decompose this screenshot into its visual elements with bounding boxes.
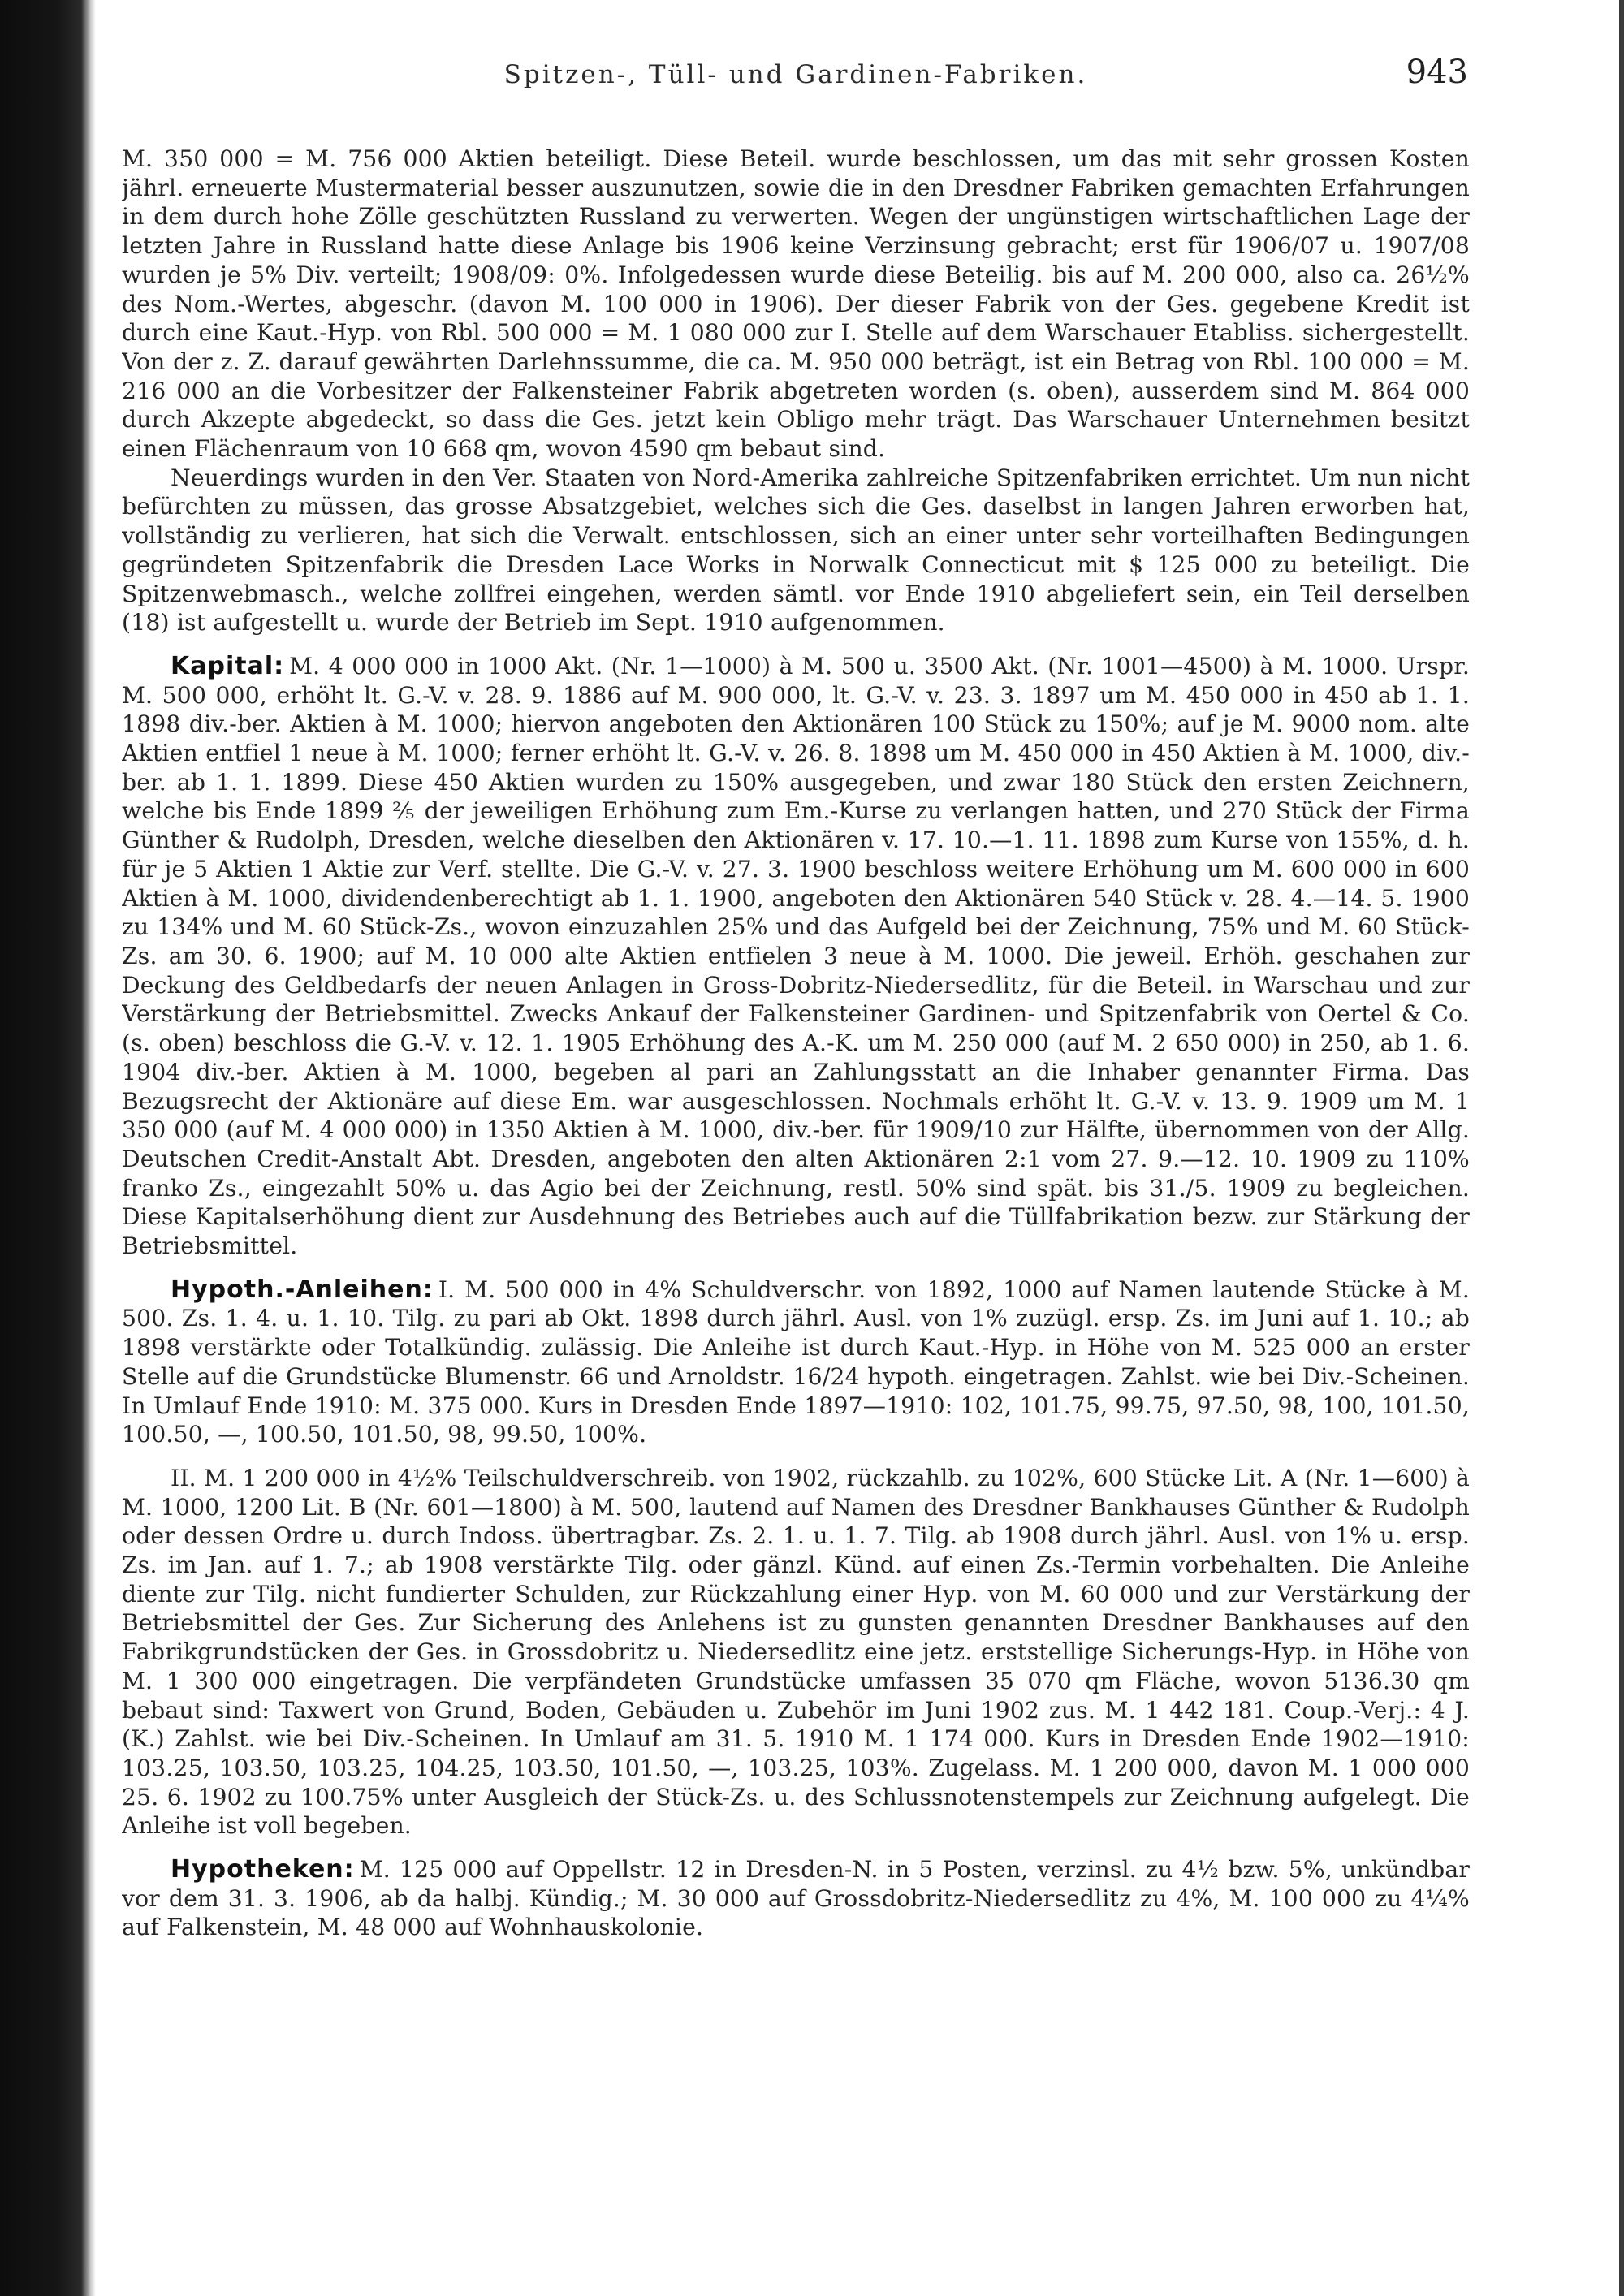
- running-title: Spitzen-, Tüll- und Gardinen-Fabriken.: [503, 60, 1088, 89]
- document-page: [122, 50, 1470, 2275]
- section-text-anleihe-i: I. M. 500 000 in 4% Schuldverschr. von 1892, 1000 auf Namen lautende Stücke à M. 500. Zs. 1. 4. u. 1. 10. Tilg. zu pari ab Okt. 1898 durch jährl. Ausl. von 1% zuzügl. ersp. Zs. im Juni auf 1. 10.; ab 1898 verstärkte oder Totalkündig. zulässig. Die Anleihe ist durch Kaut.-Hyp. in Höhe von M. 525 000 an erster Stelle auf die Grundstücke Blumenstr. 66 und Arnoldstr. 16/24 hypoth. eingetragen. Zahlst. wie bei Div.-Scheinen. In Umlauf Ende 1910: M. 375 000. Kurs in Dresden Ende 1897—1910: 102, 101.75, 99.75, 97.50, 98, 100, 101.50, 100.50, —, 100.50, 101.50, 98, 99.50, 100%.: [122, 1275, 1470, 1448]
- page-number: 943: [1406, 54, 1468, 91]
- section-text-hypotheken: M. 125 000 auf Oppellstr. 12 in Dresden-N. in 5 Posten, verzinsl. zu 4½ bzw. 5%, unkündbar vor dem 31. 3. 1906, ab da halbj. Kündig.; M. 30 000 auf Grossdobritz-Niedersedlitz zu 4%, M. 100 000 zu 4¼% auf Falkenstein, M. 48 000 auf Wohnhauskolonie.: [122, 1856, 1470, 1941]
- paragraph-nordamerika: Neuerdings wurden in den Ver. Staaten von Nord-Amerika zahlreiche Spitzenfabriken errichtet. Um nun nicht befürchten zu müssen, das grosse Absatzgebiet, welches sich die Ges. daselbst in langen Jahren erworben hat, vollständig zu verlieren, hat sich die Verwalt. entschlossen, sich an einer unter sehr vorteilhaften Bedingungen gegründeten Spitzenfabrik die Dresden Lace Works in Norwalk Connecticut mit $ 125 000 zu beteiligt. Die Spitzenwebmasch., welche zollfrei eingehen, werden sämtl. vor Ende 1910 abgeliefert sein, ein Teil derselben (18) ist aufgestellt u. wurde der Betrieb im Sept. 1910 aufgenommen.: [122, 464, 1470, 637]
- section-hypoth-anleihen: [122, 1275, 1470, 1449]
- scan-binding-shadow: [0, 0, 96, 2296]
- section-hypotheken: [122, 1855, 1470, 1942]
- section-title-hypoth-anleihen: Hypoth.-Anleihen:: [171, 1275, 434, 1304]
- scan-edge-right: [1619, 0, 1624, 2296]
- section-title-hypotheken: Hypotheken:: [171, 1855, 355, 1884]
- section-title-kapital: Kapital:: [171, 651, 285, 680]
- page-header: [122, 50, 1470, 99]
- body-text: [122, 145, 1470, 1942]
- paragraph-warschau-beteiligung: M. 350 000 = M. 756 000 Aktien beteiligt. Diese Beteil. wurde beschlossen, um das mit sehr grossen Kosten jährl. erneuerte Mustermaterial besser auszunutzen, sowie die in den Dresdner Fabriken gemachten Erfahrungen in dem durch hohe Zölle geschützten Russland zu verwerten. Wegen der ungünstigen wirtschaftlichen Lage der letzten Jahre in Russland hatte diese Anlage bis 1906 keine Verzinsung gebracht; erst für 1906/07 u. 1907/08 wurden je 5% Div. verteilt; 1908/09: 0%. Infolgedessen wurde diese Beteilig. bis auf M. 200 000, also ca. 26½% des Nom.-Wertes, abgeschr. (davon M. 100 000 in 1906). Der dieser Fabrik von der Ges. gegebene Kredit ist durch eine Kaut.-Hyp. von Rbl. 500 000 = M. 1 080 000 zur I. Stelle auf dem Warschauer Etabliss. sichergestellt. Von der z. Z. darauf gewährten Darlehnssumme, die ca. M. 950 000 beträgt, ist ein Betrag von Rbl. 100 000 = M. 216 000 an die Vorbesitzer der Falkensteiner Fabrik abgetreten worden (s. oben), ausserdem sind M. 864 000 durch Akzepte abgedeckt, so dass die Ges. jetzt kein Obligo mehr trägt. Das Warschauer Unternehmen besitzt einen Flächenraum von 10 668 qm, wovon 4590 qm bebaut sind.: [122, 145, 1470, 463]
- section-kapital: [122, 652, 1470, 1261]
- section-text-kapital: M. 4 000 000 in 1000 Akt. (Nr. 1—1000) à M. 500 u. 3500 Akt. (Nr. 1001—4500) à M. 1000. Urspr. M. 500 000, erhöht lt. G.-V. v. 28. 9. 1886 auf M. 900 000, lt. G.-V. v. 23. 3. 1897 um M. 450 000 in 450 ab 1. 1. 1898 div.-ber. Aktien à M. 1000; hiervon angeboten den Aktionären 100 Stück zu 150%; auf je M. 9000 nom. alte Aktien entfiel 1 neue à M. 1000; ferner erhöht lt. G.-V. v. 26. 8. 1898 um M. 450 000 in 450 Aktien à M. 1000, div.-ber. ab 1. 1. 1899. Diese 450 Aktien wurden zu 150% ausgegeben, und zwar 180 Stück den ersten Zeichnern, welche bis Ende 1899 ⅖ der jeweiligen Erhöhung zum Em.-Kurse zu verlangen hatten, und 270 Stück der Firma Günther & Rudolph, Dresden, welche dieselben den Aktionären v. 17. 10.—1. 11. 1898 zum Kurse von 155%, d. h. für je 5 Aktien 1 Aktie zur Verf. stellte. Die G.-V. v. 27. 3. 1900 beschloss weitere Erhöhung um M. 600 000 in 600 Aktien à M. 1000, dividendenberechtigt ab 1. 1. 1900, angeboten den Aktionären 540 Stück v. 28. 4.—14. 5. 1900 zu 134% und M. 60 Stück-Zs., wovon einzuzahlen 25% und das Aufgeld bei der Zeichnung, 75% und M. 60 Stück-Zs. am 30. 6. 1900; auf M. 10 000 alte Aktien entfielen 3 neue à M. 1000. Die jeweil. Erhöh. geschahen zur Deckung des Geldbedarfs der neuen Anlagen in Gross-Dobritz-Niedersedlitz, für die Beteil. in Warschau und zur Verstärkung der Betriebsmittel. Zwecks Ankauf der Falkensteiner Gardinen- und Spitzenfabrik von Oertel & Co. (s. oben) beschloss die G.-V. v. 12. 1. 1905 Erhöhung des A.-K. um M. 250 000 (auf M. 2 650 000) in 250, ab 1. 6. 1904 div.-ber. Aktien à M. 1000, begeben al pari an Zahlungsstatt an die Inhaber genannter Firma. Das Bezugsrecht der Aktionäre auf diese Em. war ausgeschlossen. Nochmals erhöht lt. G.-V. v. 13. 9. 1909 um M. 1 350 000 (auf M. 4 000 000) in 1350 Aktien à M. 1000, div.-ber. für 1909/10 zur Hälfte, übernommen von der Allg. Deutschen Credit-Anstalt Abt. Dresden, angeboten den alten Aktionären 2:1 vom 27. 9.—12. 10. 1909 zu 110% franko Zs., eingezahlt 50% u. das Agio bei der Zeichnung, restl. 50% sind spät. bis 31./5. 1909 zu begleichen. Diese Kapitalserhöhung dient zur Ausdehnung des Betriebes auch auf die Tüllfabrikation bezw. zur Stärkung der Betriebsmittel.: [122, 652, 1470, 1260]
- paragraph-anleihe-ii: II. M. 1 200 000 in 4½% Teilschuldverschreib. von 1902, rückzahlb. zu 102%, 600 Stücke Lit. A (Nr. 1—600) à M. 1000, 1200 Lit. B (Nr. 601—1800) à M. 500, lautend auf Namen des Dresdner Bankhauses Günther & Rudolph oder dessen Ordre u. durch Indoss. übertragbar. Zs. 2. 1. u. 1. 7. Tilg. ab 1908 durch jährl. Ausl. von 1% u. ersp. Zs. im Jan. auf 1. 7.; ab 1908 verstärkte Tilg. oder gänzl. Künd. auf einen Zs.-Termin vorbehalten. Die Anleihe diente zur Tilg. nicht fundierter Schulden, zur Rückzahlung einer Hyp. von M. 60 000 und zur Verstärkung der Betriebsmittel der Ges. Zur Sicherung des Anlehens ist zu gunsten genannten Dresdner Bankhauses auf den Fabrikgrundstücken der Ges. in Grossdobritz u. Niedersedlitz eine jetz. erststellige Sicherungs-Hyp. in Höhe von M. 1 300 000 eingetragen. Die verpfändeten Grundstücke umfassen 35 070 qm Fläche, wovon 5136.30 qm bebaut sind: Taxwert von Grund, Boden, Gebäuden u. Zubehör im Juni 1902 zus. M. 1 442 181. Coup.-Verj.: 4 J. (K.) Zahlst. wie bei Div.-Scheinen. In Umlauf am 31. 5. 1910 M. 1 174 000. Kurs in Dresden Ende 1902—1910: 103.25, 103.50, 103.25, 104.25, 103.50, 101.50, —, 103.25, 103%. Zugelass. M. 1 200 000, davon M. 1 000 000 25. 6. 1902 zu 100.75% unter Ausgleich der Stück-Zs. u. des Schlussnotenstempels zur Zeichnung aufgelegt. Die Anleihe ist voll begeben.: [122, 1464, 1470, 1840]
